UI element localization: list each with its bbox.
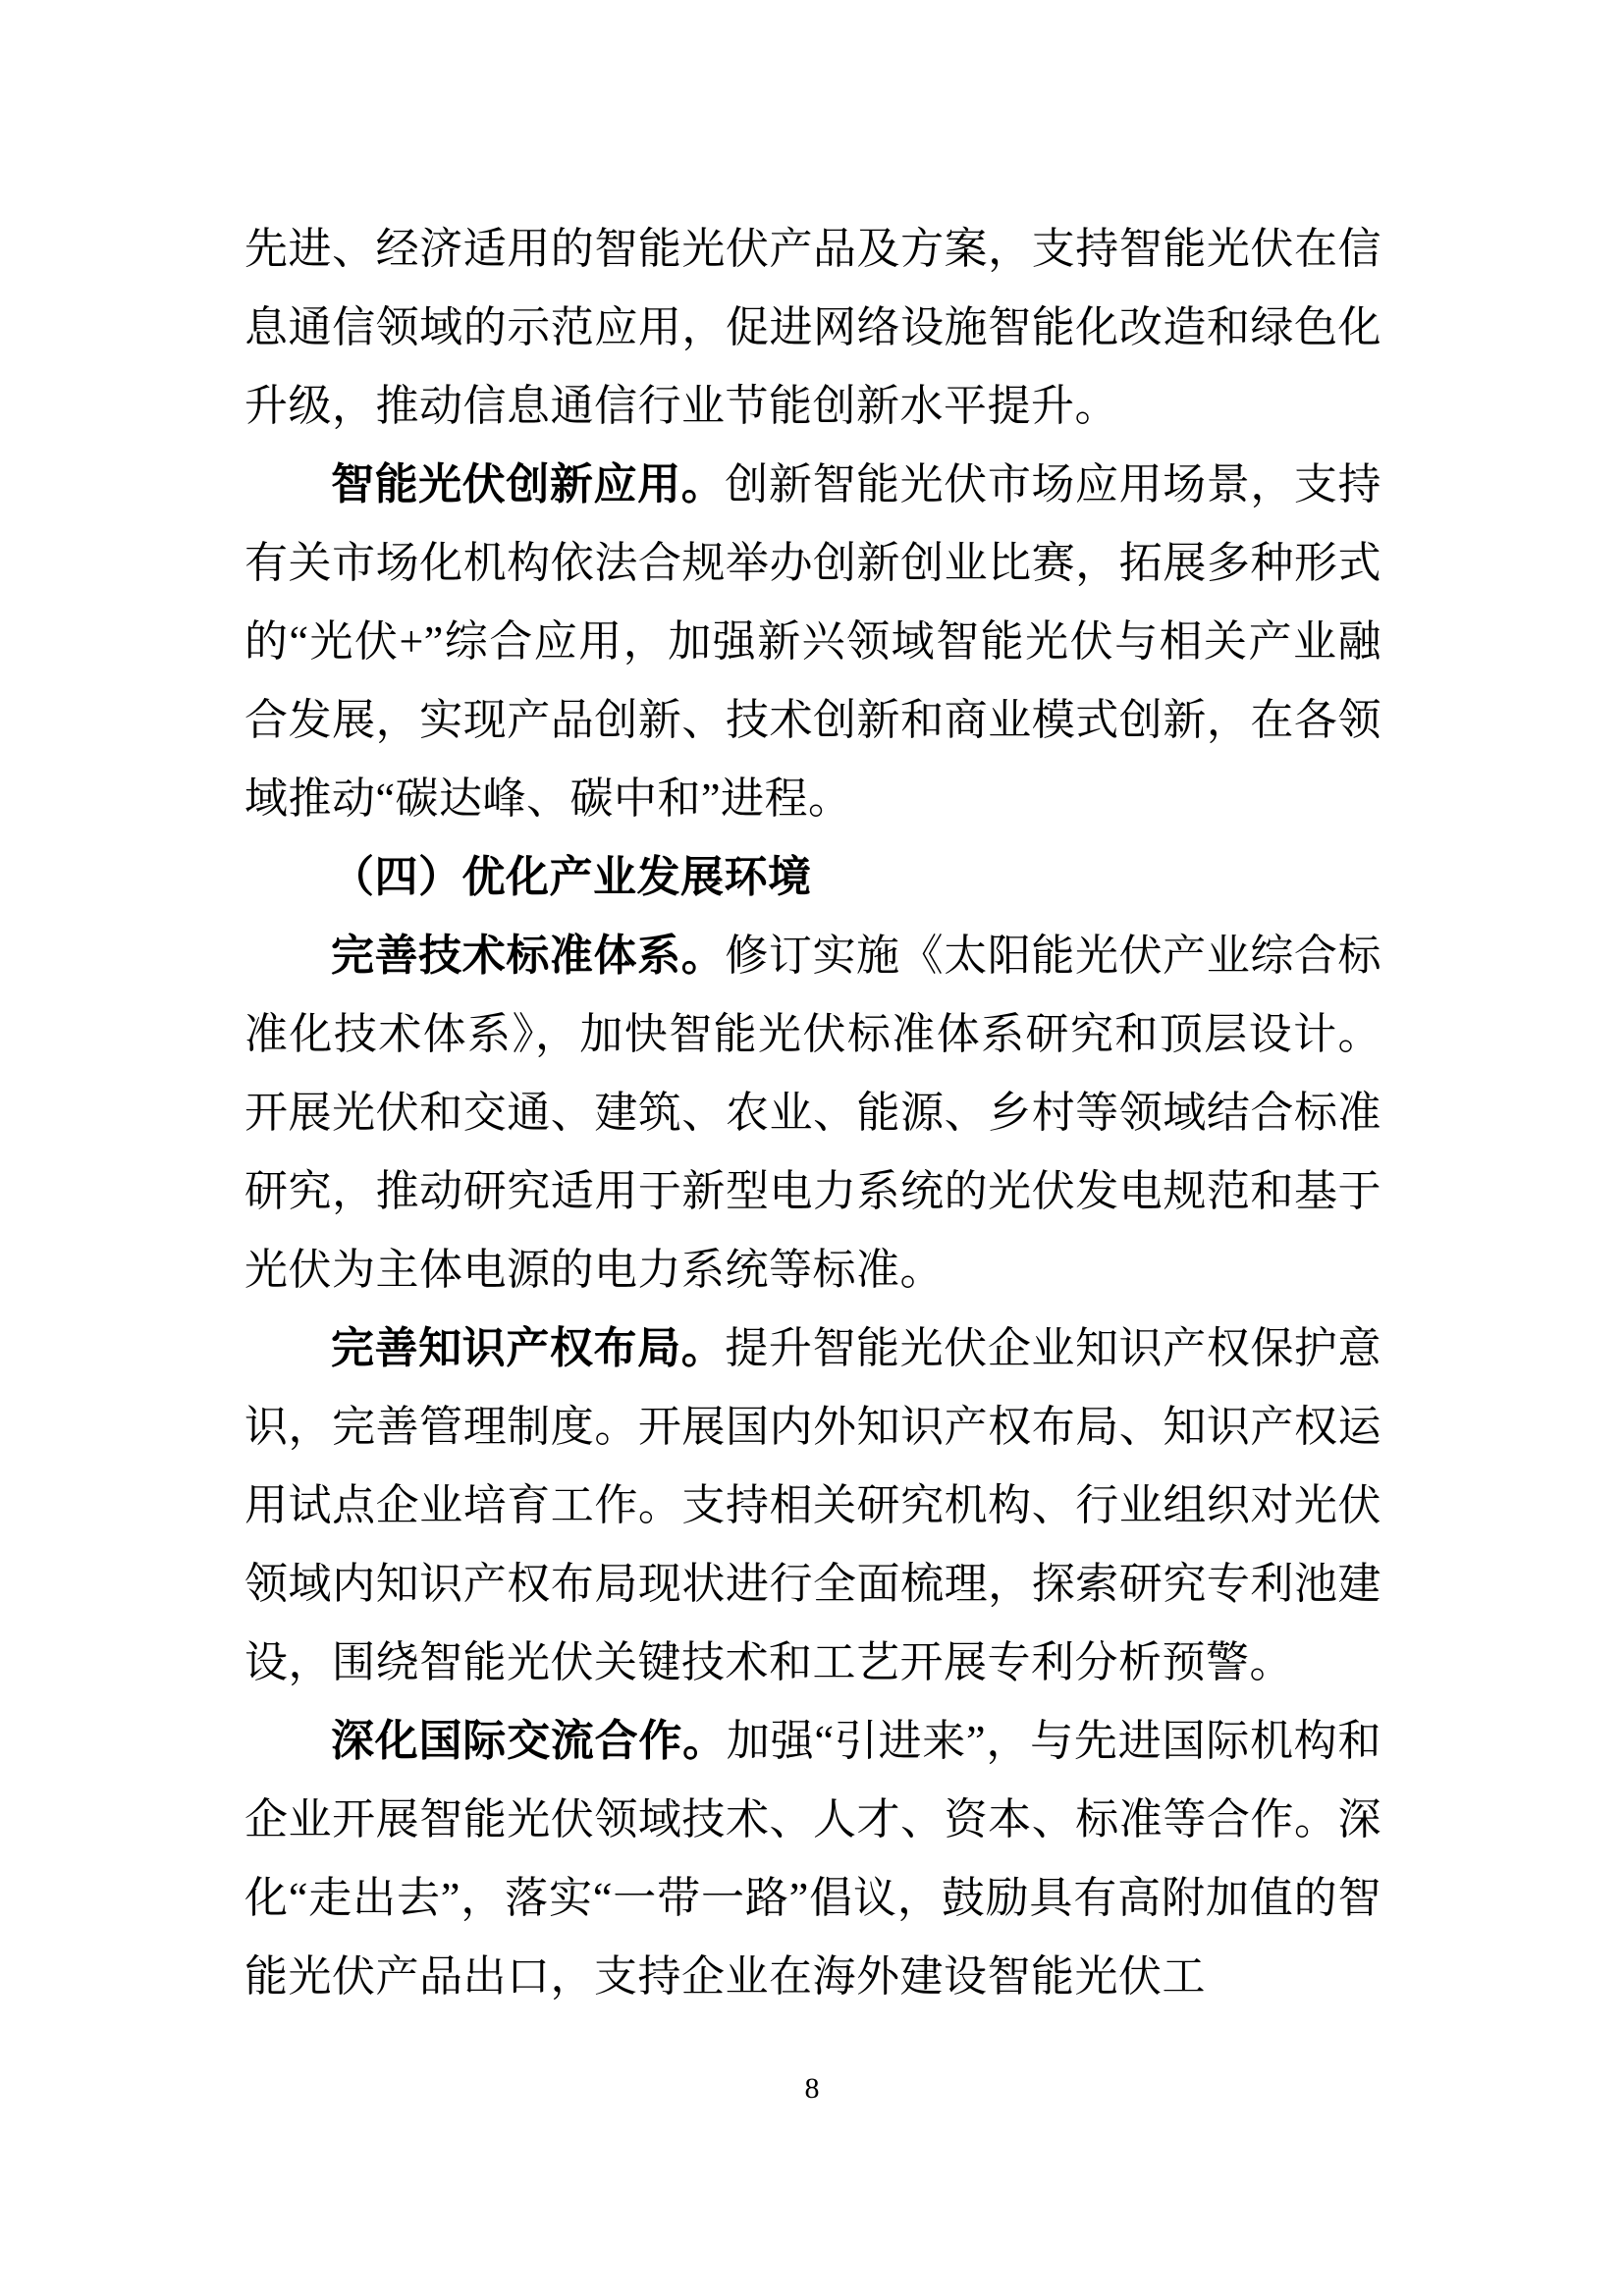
paragraph-text: 创新智能光伏市场应用场景，支持有关市场化机构依法合规举办创新创业比赛，拓展多种形式的“光伏+”综合应用，加强新兴领域智能光伏与相关产业融合发展，实现产品创新、技术创新和商业模式创新，在各领域推动“碳达峰、碳中和”进程。 bbox=[244, 460, 1382, 823]
section-heading bbox=[244, 838, 1381, 917]
paragraph-lead: 完善知识产权布局。 bbox=[331, 1324, 726, 1372]
paragraph-lead: 完善技术标准体系。 bbox=[331, 932, 726, 980]
paragraph-lead: 智能光伏创新应用。 bbox=[331, 460, 726, 508]
paragraph bbox=[244, 1702, 1381, 2016]
paragraph bbox=[244, 1309, 1381, 1702]
paragraph-text: 先进、经济适用的智能光伏产品及方案，支持智能光伏在信息通信领域的示范应用，促进网络设施智能化改造和绿色化升级，推动信息通信行业节能创新水平提升。 bbox=[244, 225, 1381, 430]
paragraph bbox=[244, 446, 1381, 838]
document-body bbox=[244, 210, 1381, 2016]
paragraph bbox=[244, 210, 1381, 446]
section-heading-text: （四）优化产业发展环境 bbox=[331, 853, 812, 901]
paragraph-text: 提升智能光伏企业知识产权保护意识，完善管理制度。开展国内外知识产权布局、知识产权运用试点企业培育工作。支持相关研究机构、行业组织对光伏领域内知识产权布局现状进行全面梳理，探索研究专利池建设，围绕智能光伏关键技术和工艺开展专利分析预警。 bbox=[244, 1324, 1382, 1686]
page-footer bbox=[0, 2067, 1624, 2110]
paragraph-text: 加强“引进来”，与先进国际机构和企业开展智能光伏领域技术、人才、资本、标准等合作。深化“走出去”，落实“一带一路”倡议，鼓励具有高附加值的智能光伏产品出口，支持企业在海外建设智能光伏工 bbox=[244, 1717, 1382, 2001]
paragraph bbox=[244, 917, 1381, 1309]
page-number: 8 bbox=[804, 2072, 820, 2105]
paragraph-lead: 深化国际交流合作。 bbox=[331, 1717, 727, 1765]
paragraph-text: 修订实施《太阳能光伏产业综合标准化技术体系》，加快智能光伏标准体系研究和顶层设计。开展光伏和交通、建筑、农业、能源、乡村等领域结合标准研究，推动研究适用于新型电力系统的光伏发电规范和基于光伏为主体电源的电力系统等标准。 bbox=[244, 932, 1382, 1294]
